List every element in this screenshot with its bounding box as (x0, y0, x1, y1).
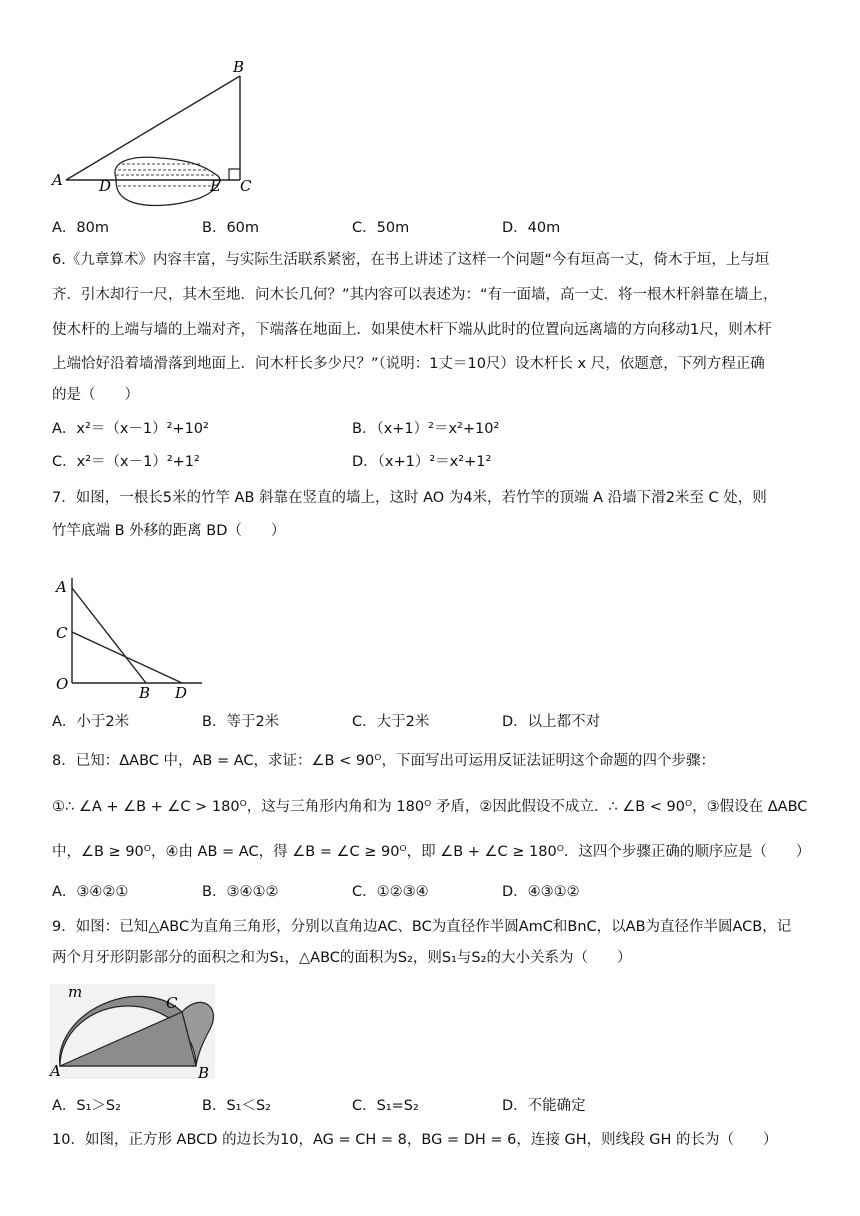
label-o: O (56, 675, 69, 693)
q6-line-1: 6.《九章算术》内容丰富，与实际生活联系紧密，在书上讲述了这样一个问题“今有垣高一丈，倚木于垣，上与垣 (52, 252, 770, 268)
q7-option-b: B．等于2米 (202, 714, 280, 730)
q10-line-1: 10．如图，正方形 ABCD 的边长为10，AG = CH = 8，BG = DH = 6，连接 GH，则线段 GH 的长为（ ） (52, 1132, 778, 1148)
q6-line-4: 上端恰好沿着墙滑落到地面上．问木杆长多少尺？”（说明：1丈＝10尺）设木杆长 x 尺，依题意，下列方程正确 (52, 356, 765, 372)
q6-option-a: A．x²＝（x－1）²+10² (52, 421, 209, 437)
q5-option-d: D．40m (502, 220, 561, 236)
q7-line-1: 7．如图，一根长5米的竹竿 AB 斜靠在竖直的墙上，这时 AO 为4米，若竹竿的顶端 A 沿墙下滑2米至 C 处，则 (52, 490, 767, 506)
q5-option-b: B．60m (202, 220, 260, 236)
q7-figure (50, 570, 210, 700)
q6-option-d: D．（x+1）²＝x²+1² (352, 454, 492, 470)
right-angle-mark (229, 169, 240, 180)
label-b: B (233, 58, 245, 76)
q7-option-a: A．小于2米 (52, 714, 130, 730)
q9-line-1: 9．如图：已知△ABC为直角三角形，分别以直角边AC、BC为直径作半圆AmC和BnC，以AB为直径作半圆ACB，记 (52, 919, 792, 935)
label-a: A (50, 1062, 61, 1080)
label-a: A (56, 578, 67, 596)
q5-option-a: A．80m (52, 220, 109, 236)
label-e: E (210, 177, 221, 195)
q7-option-c: C．大于2米 (352, 714, 430, 730)
label-c: C (166, 994, 178, 1012)
pond-hatch (116, 164, 216, 186)
q9-option-d: D．不能确定 (502, 1098, 586, 1114)
q6-line-2: 齐．引木却行一尺，其木至地．问木长几何？”其内容可以表述为：“有一面墙，高一丈．将一根木杆斜靠在墙上， (52, 287, 778, 303)
q9-figure (50, 983, 215, 1082)
q6-option-b: B．（x+1）²＝x²+10² (352, 421, 500, 437)
q5-option-c: C．50m (352, 220, 410, 236)
pond-shape (115, 157, 220, 205)
q7-option-d: D．以上都不对 (502, 714, 601, 730)
label-d: D (175, 684, 188, 702)
q8-option-d: D．④③①② (502, 884, 580, 900)
label-b: B (139, 684, 151, 702)
label-a: A (52, 171, 63, 189)
q8-option-a: A．③④②① (52, 884, 129, 900)
q9-line-2: 两个月牙形阴影部分的面积之和为S₁，△ABC的面积为S₂，则S₁与S₂的大小关系为（ ） (52, 950, 632, 966)
q8-line-1: 8．已知：ΔABC 中，AB = AC，求证：∠B < 90ᴼ，下面写出可运用反证法证明这个命题的四个步骤： (52, 753, 715, 769)
label-c: C (56, 624, 68, 642)
q8-option-c: C．①②③④ (352, 884, 429, 900)
q6-line-3: 使木杆的上端与墙的上端对齐，下端落在地面上．如果使木杆下端从此时的位置向远离墙的方向移动1尺，则木杆 (52, 322, 772, 338)
segment-ab (72, 588, 146, 683)
label-c: C (240, 177, 252, 195)
q8-option-b: B．③④①② (202, 884, 279, 900)
q9-option-b: B．S₁＜S₂ (202, 1098, 271, 1114)
q8-line-3: 中，∠B ≥ 90ᴼ，④由 AB = AC，得 ∠B = ∠C ≥ 90ᴼ，即 ∠B + ∠C ≥ 180ᴼ．这四个步骤正确的顺序应是（ ） (52, 844, 811, 860)
label-b: B (198, 1064, 210, 1082)
q7-line-2: 竹竿底端 B 外移的距离 BD（ ） (52, 523, 286, 539)
q6-line-5: 的是（ ） (52, 387, 139, 403)
q9-option-c: C．S₁=S₂ (352, 1098, 419, 1114)
segment-cd (72, 632, 182, 683)
q9-option-a: A．S₁＞S₂ (52, 1098, 121, 1114)
label-m: m (68, 983, 83, 1001)
label-d: D (99, 177, 112, 195)
q8-line-2: ①∴ ∠A + ∠B + ∠C > 180ᴼ，这与三角形内角和为 180ᴼ 矛盾，②因此假设不成立．∴ ∠B < 90ᴼ，③假设在 ΔABC (52, 799, 808, 815)
q5-figure (50, 58, 270, 208)
q6-option-c: C．x²＝（x－1）²+1² (52, 454, 200, 470)
